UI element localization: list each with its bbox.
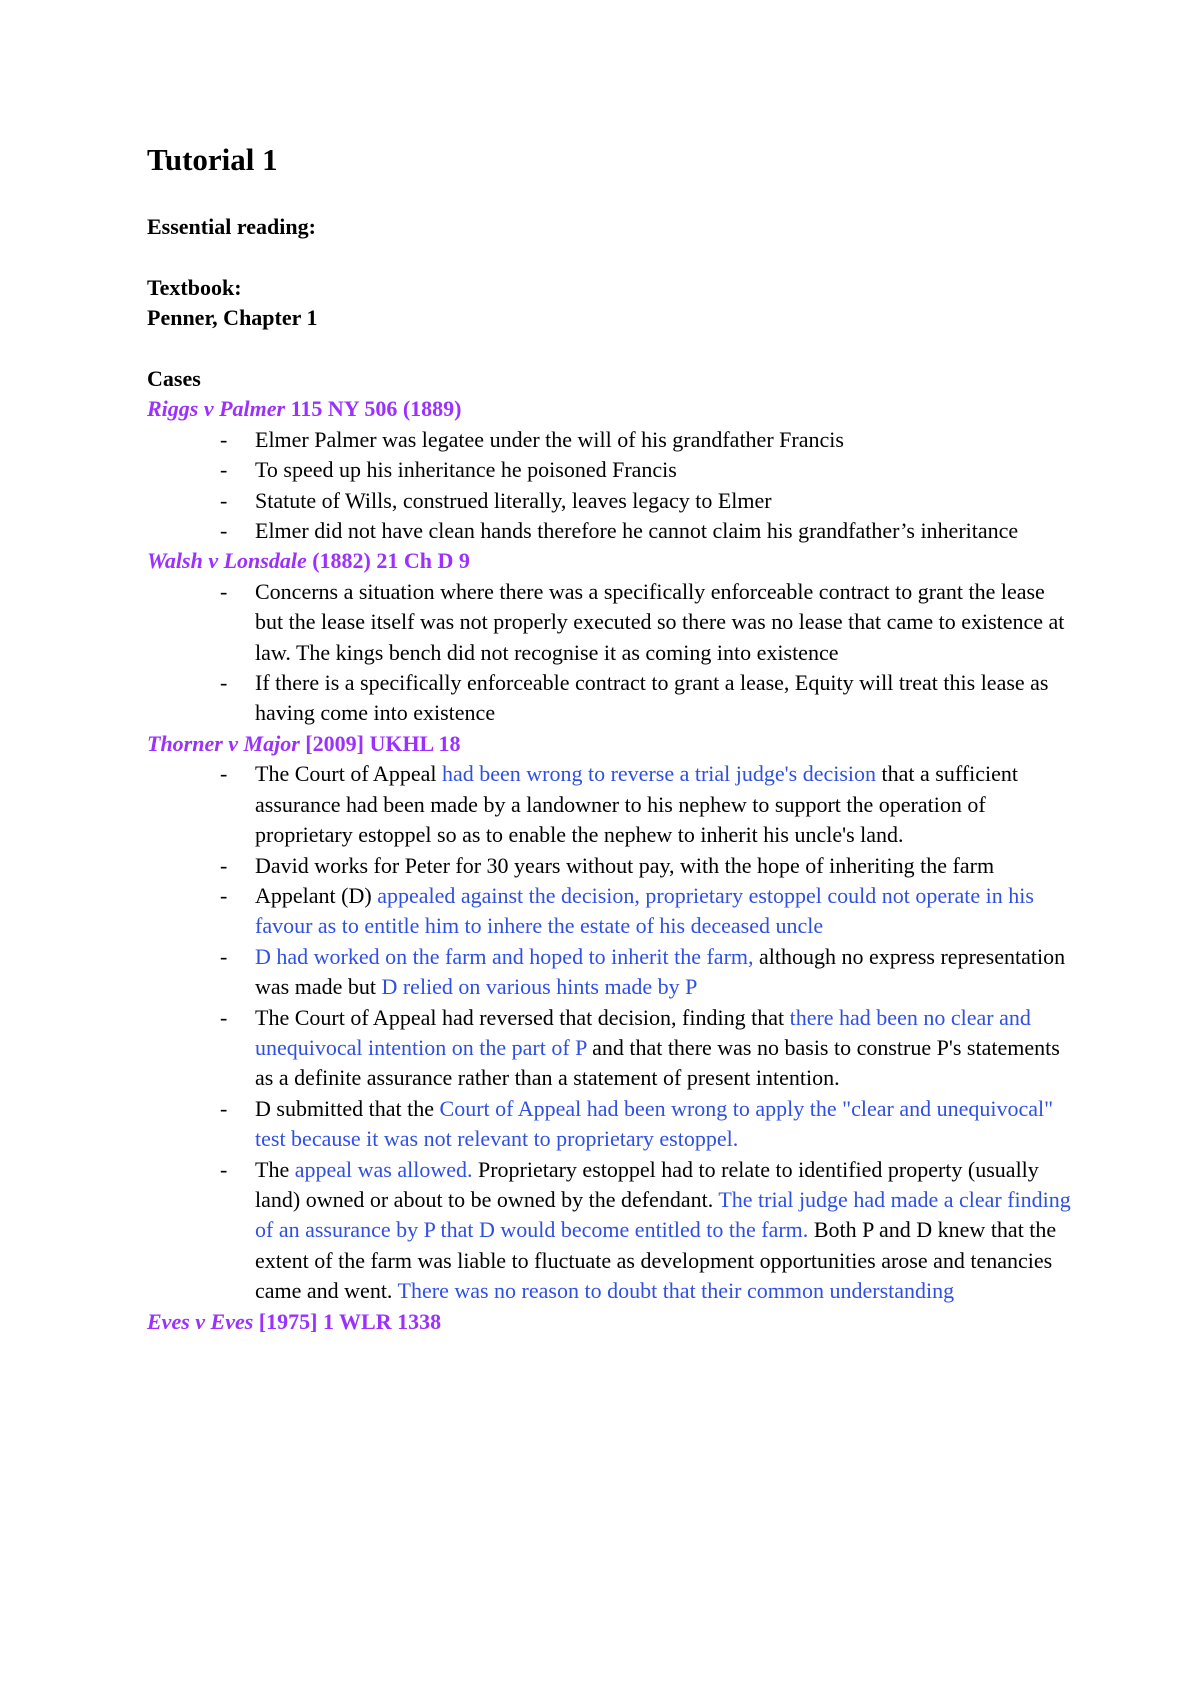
document-body	[147, 212, 1077, 1337]
point-text: Concerns a situation where there was a specifically enforceable contract to grant the lease but the lease itself was not properly executed so there was no lease that came to existence at law. The kings bench did not recognise it as coming into existence	[255, 578, 1065, 665]
highlighted-text: appeal was allowed.	[294, 1156, 473, 1182]
highlighted-text: appealed against the decision, proprietary estoppel could not operate in his favour as to entitle him to inhere the estate of his deceased uncle	[255, 882, 1034, 939]
dash-bullet-icon: -	[220, 882, 228, 908]
case-points-list	[147, 759, 1077, 1306]
list-item	[147, 486, 1075, 516]
dash-bullet-icon: -	[220, 1095, 228, 1121]
case-name: Eves v Eves	[147, 1308, 254, 1334]
blank-line	[147, 334, 1077, 364]
point-text: Elmer Palmer was legatee under the will of his grandfather Francis	[255, 426, 844, 452]
dash-bullet-icon: -	[220, 761, 228, 787]
highlighted-text: D had worked on the farm and hoped to inherit the farm,	[255, 943, 754, 969]
highlighted-text: D relied on various hints made by P	[381, 974, 698, 1000]
dash-bullet-icon: -	[220, 518, 228, 544]
list-item	[147, 1155, 1075, 1307]
dash-bullet-icon: -	[220, 487, 228, 513]
point-text: The	[255, 1156, 295, 1182]
case-citation: [1975] 1 WLR 1338	[253, 1308, 442, 1334]
textbook-label: Textbook:	[147, 274, 242, 300]
blank-line	[147, 242, 1077, 272]
point-text: and that there was no basis to construe P's statements as a definite assurance rather than a statement of present intention.	[255, 1034, 1060, 1091]
point-text: Elmer did not have clean hands therefore he cannot claim his grandfather’s inheritance	[255, 518, 1019, 544]
dash-bullet-icon: -	[220, 852, 228, 878]
list-item	[147, 759, 1075, 850]
case-name: Thorner v Major	[147, 730, 300, 756]
point-text: If there is a specifically enforceable contract to grant a lease, Equity will treat this lease as having come into existence	[255, 670, 1049, 726]
point-text: that a sufficient assurance had been made by a landowner to his nephew to support the operation of proprietary estoppel so as to enable the nephew to inherit his uncle's land.	[255, 761, 1018, 848]
case-points-list	[147, 425, 1077, 547]
point-text: Both P and D knew that the extent of the farm was liable to fluctuate as development opportunities arose and tenancies came and went.	[255, 1217, 1057, 1304]
case-heading	[147, 394, 1077, 424]
list-item	[147, 881, 1075, 942]
list-item	[147, 577, 1075, 668]
cases-heading: Cases	[147, 366, 201, 391]
case-points-list	[147, 577, 1077, 729]
case-heading	[147, 546, 1077, 576]
highlighted-text: had been wrong to reverse a trial judge's decision	[441, 761, 877, 787]
highlighted-text: The trial judge had made a clear finding of an assurance by P that D would become entitled to the farm.	[255, 1186, 1071, 1243]
textbook-value: Penner, Chapter 1	[147, 305, 318, 331]
list-item	[147, 1003, 1075, 1094]
point-text: The Court of Appeal had reversed that decision, finding that	[255, 1004, 790, 1030]
list-item	[147, 1094, 1075, 1155]
point-text: D submitted that the	[255, 1095, 440, 1121]
dash-bullet-icon: -	[220, 943, 228, 969]
point-text: The Court of Appeal	[255, 761, 442, 787]
highlighted-text: There was no reason to doubt that their common understanding	[397, 1278, 955, 1304]
point-text: Proprietary estoppel had to relate to identified property (usually land) owned or about to be owned by the defendant.	[255, 1156, 1039, 1212]
list-item	[147, 425, 1075, 455]
case-name: Riggs v Palmer	[147, 396, 286, 422]
highlighted-text: there had been no clear and unequivocal intention on the part of P	[255, 1004, 1031, 1060]
page-title: Tutorial 1	[147, 142, 278, 177]
essential-reading-heading: Essential reading:	[147, 214, 316, 239]
list-item	[147, 942, 1075, 1003]
case-citation: 115 NY 506 (1889)	[285, 396, 462, 422]
case-citation: [2009] UKHL 18	[299, 730, 461, 756]
cases-list	[147, 394, 1077, 1337]
point-text: Statute of Wills, construed literally, leaves legacy to Elmer	[255, 487, 772, 513]
list-item	[147, 851, 1075, 881]
list-item	[147, 455, 1075, 485]
case-heading	[147, 1307, 1077, 1337]
dash-bullet-icon: -	[220, 578, 228, 604]
case-citation: (1882) 21 Ch D 9	[306, 548, 470, 574]
dash-bullet-icon: -	[220, 1004, 228, 1030]
dash-bullet-icon: -	[220, 426, 228, 452]
highlighted-text: Court of Appeal had been wrong to apply the "clear and unequivocal" test because it was not relevant to proprietary estoppel.	[255, 1095, 1054, 1152]
dash-bullet-icon: -	[220, 670, 228, 696]
point-text: Appelant (D)	[255, 882, 378, 908]
dash-bullet-icon: -	[220, 457, 228, 483]
dash-bullet-icon: -	[220, 1156, 228, 1182]
case-name: Walsh v Lonsdale	[147, 548, 307, 574]
point-text: To speed up his inheritance he poisoned Francis	[255, 457, 677, 483]
point-text: although no express representation was made but	[255, 943, 1066, 1000]
case-heading	[147, 729, 1077, 759]
list-item	[147, 668, 1075, 729]
list-item	[147, 516, 1075, 546]
point-text: David works for Peter for 30 years without pay, with the hope of inheriting the farm	[255, 852, 995, 878]
